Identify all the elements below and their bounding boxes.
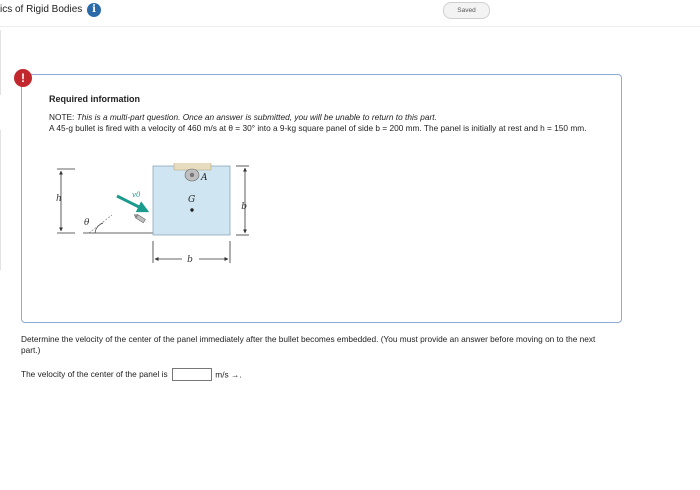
panel-diagram [49,163,249,281]
question-text: Determine the velocity of the center of the panel immediately after the bullet becomes embedded. (You must provide an answer before moving on to the next part.) [21,334,596,355]
left-edge-divider [0,130,1,270]
center-of-mass-G [190,208,193,211]
b-bottom-label: b [187,255,193,265]
bullet [133,213,145,223]
note-text: This is a multi-part question. Once an answer is submitted, you will be unable to return to this part. [76,112,437,122]
required-information-panel [21,74,622,323]
problem-statement: A 45-g bullet is fired with a velocity of 460 m/s at θ = 30° into a 9-kg square panel of side b = 200 mm. The panel is initially at rest and h = 150 mm. [49,123,587,133]
required-information-title: Required information [49,94,141,104]
answer-row [21,368,242,381]
multi-part-note [49,112,437,122]
h-label: h [56,194,62,204]
v0-label: v0 [132,191,141,199]
left-edge-divider [0,30,1,95]
answer-prompt: The velocity of the center of the panel is [21,369,168,379]
b-right-label: b [241,202,247,212]
velocity-answer-input[interactable] [172,368,212,381]
theta-arc [95,223,103,233]
A-label: A [201,173,208,183]
top-bar [0,0,700,27]
pin-A [190,173,194,177]
G-label: G [188,195,196,205]
note-prefix: NOTE: [49,112,75,122]
bullet-path-line [89,215,112,233]
theta-label: θ [84,218,90,228]
saved-status-badge: Saved [443,2,490,19]
info-icon[interactable]: i [87,3,101,17]
problem-figure [49,163,249,286]
assignment-title: ics of Rigid Bodies [0,4,83,15]
alert-icon: ! [14,69,32,87]
answer-unit: m/s →. [215,369,242,380]
